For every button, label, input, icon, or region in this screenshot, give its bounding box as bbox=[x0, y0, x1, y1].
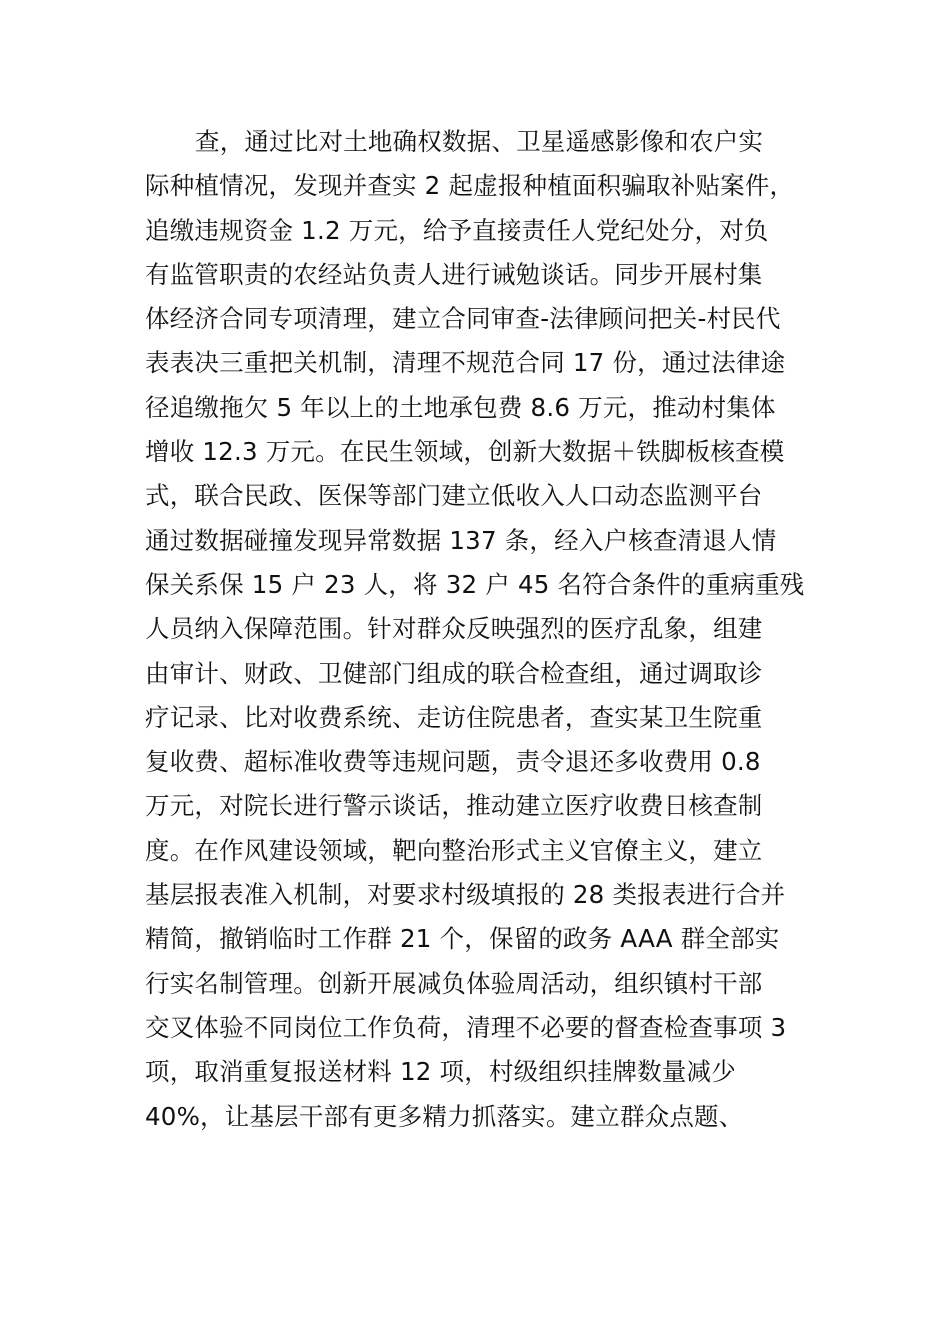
text-line-18: 基层报表准入机制，对要求村级填报的 28 类报表进行合并 bbox=[145, 880, 786, 910]
text-line-12: 人员纳入保障范围。针对群众反映强烈的医疗乱象，组建 bbox=[145, 614, 763, 644]
text-line-14: 疗记录、比对收费系统、走访住院患者，查实某卫生院重 bbox=[145, 702, 763, 732]
text-line-23: 40%，让基层干部有更多精力抓落实。建立群众点题、 bbox=[145, 1101, 744, 1131]
text-line-17: 度。在作风建设领域，靶向整治形式主义官僚主义，建立 bbox=[145, 835, 763, 865]
text-line-5: 体经济合同专项清理，建立合同审查-法律顾问把关-村民代 bbox=[145, 304, 781, 334]
text-line-8: 增收 12.3 万元。在民生领域，创新大数据＋铁脚板核查模 bbox=[145, 437, 785, 467]
text-line-21: 交叉体验不同岗位工作负荷，清理不必要的督查检查事项 3 bbox=[145, 1012, 787, 1042]
text-line-22: 项，取消重复报送材料 12 项，村级组织挂牌数量减少 bbox=[145, 1057, 736, 1087]
text-line-10: 通过数据碰撞发现异常数据 137 条，经入户核查清退人情 bbox=[145, 525, 777, 555]
text-line-16: 万元，对院长进行警示谈话，推动建立医疗收费日核查制 bbox=[145, 791, 763, 821]
text-line-13: 由审计、财政、卫健部门组成的联合检查组，通过调取诊 bbox=[145, 658, 763, 688]
text-line-19: 精简，撤销临时工作群 21 个，保留的政务 AAA 群全部实 bbox=[145, 924, 780, 954]
body-paragraph bbox=[145, 120, 845, 1139]
text-line-9: 式，联合民政、医保等部门建立低收入人口动态监测平台 bbox=[145, 481, 763, 511]
text-line-7: 径追缴拖欠 5 年以上的土地承包费 8.6 万元，推动村集体 bbox=[145, 392, 776, 422]
text-line-1: 查，通过比对土地确权数据、卫星遥感影像和农户实 bbox=[195, 127, 764, 156]
text-line-2: 际种植情况，发现并查实 2 起虚报种植面积骗取补贴案件， bbox=[145, 171, 795, 201]
text-line-4: 有监管职责的农经站负责人进行诫勉谈话。同步开展村集 bbox=[145, 259, 763, 289]
text-line-11: 保关系保 15 户 23 人，将 32 户 45 名符合条件的重病重残 bbox=[145, 569, 805, 599]
text-line-6: 表表决三重把关机制，清理不规范合同 17 份，通过法律途 bbox=[145, 348, 786, 378]
text-line-20: 行实名制管理。创新开展减负体验周活动，组织镇村干部 bbox=[145, 968, 763, 998]
text-line-3: 追缴违规资金 1.2 万元，给予直接责任人党纪处分，对负 bbox=[145, 215, 769, 245]
text-line-15: 复收费、超标准收费等违规问题，责令退还多收费用 0.8 bbox=[145, 747, 761, 777]
